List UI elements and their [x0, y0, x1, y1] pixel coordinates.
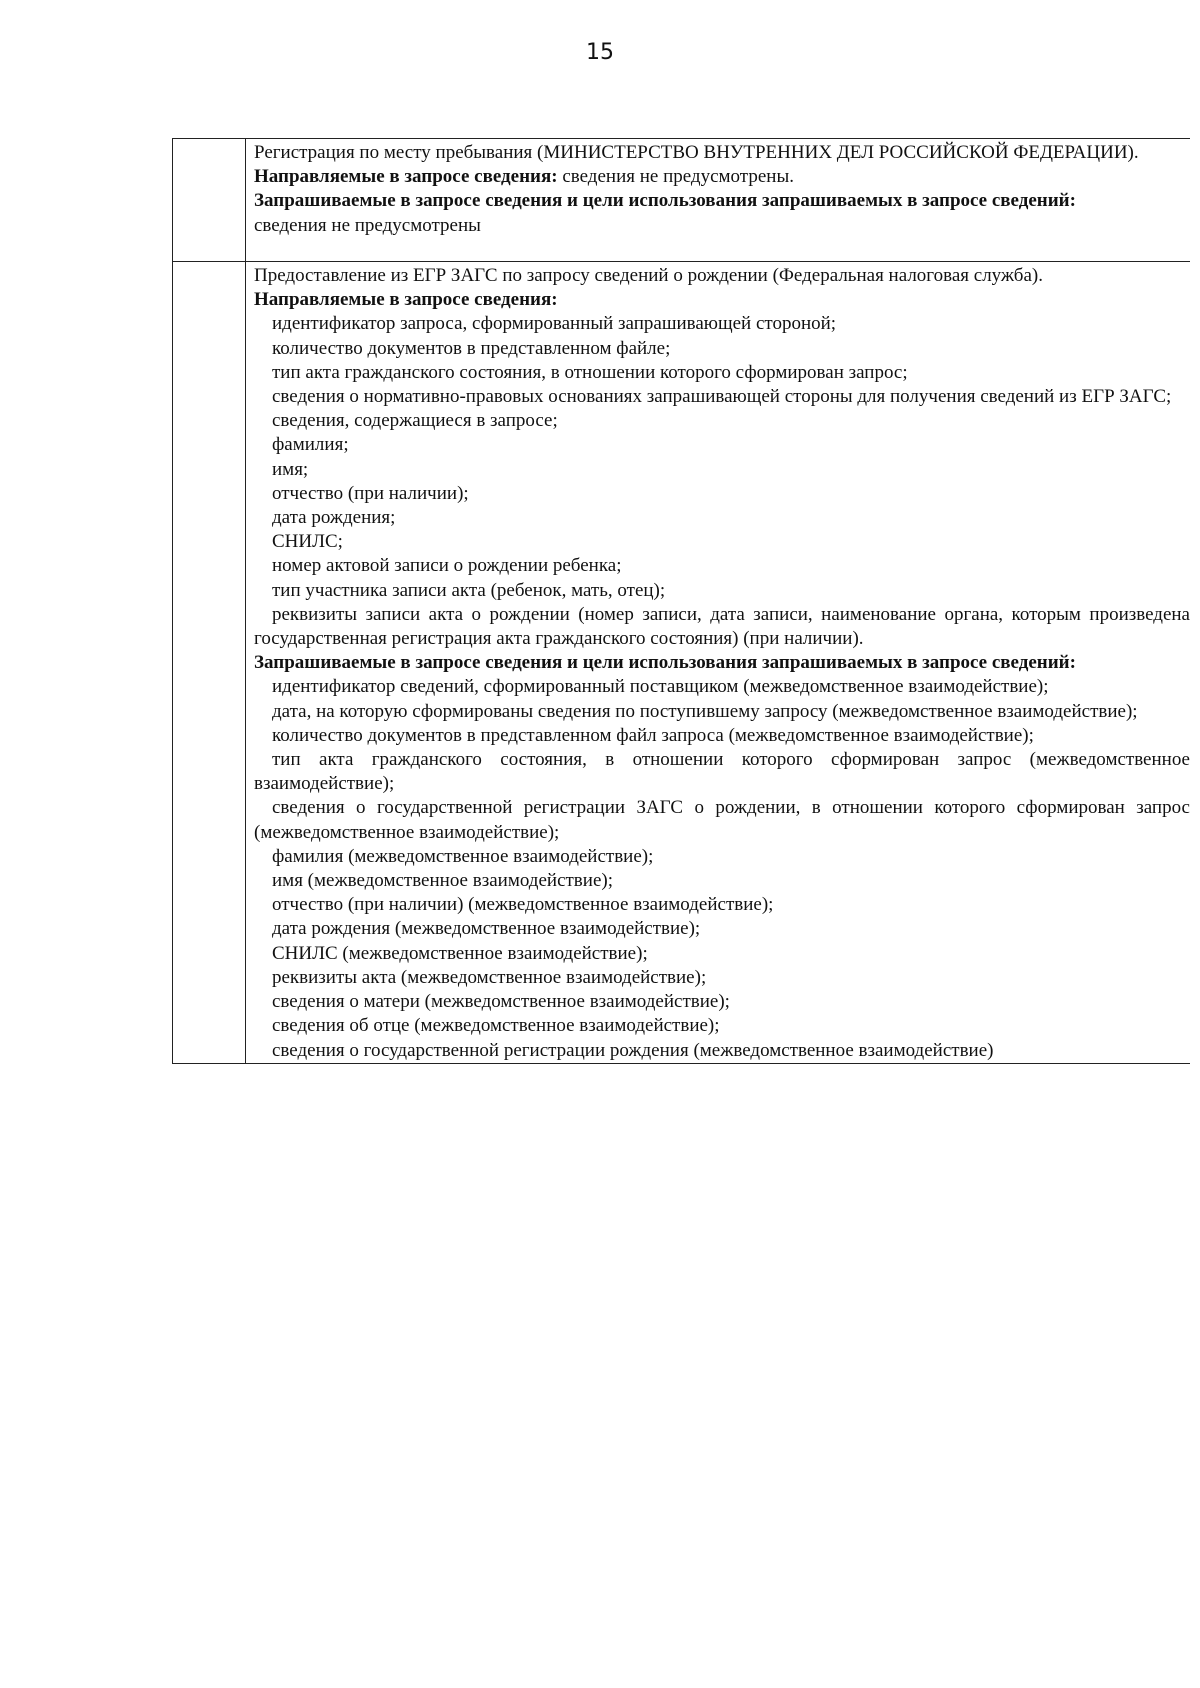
list-item: количество документов в представленном файле; — [272, 337, 671, 359]
list-item: тип акта гражданского состояния, в отношении которого сформирован запрос; — [272, 361, 908, 383]
list-item: имя (межведомственное взаимодействие); — [272, 870, 613, 892]
list-item: дата рождения; — [272, 507, 396, 529]
list-item: отчество (при наличии); — [272, 482, 469, 504]
list-item: СНИЛС; — [272, 531, 343, 553]
list-item: номер актовой записи о рождении ребенка; — [272, 555, 622, 577]
sent-header: Направляемые в запросе сведения: — [254, 289, 558, 311]
list-item: тип акта гражданского состояния, в отношении которого сформирован запрос (межведомственное взаимодействие); — [254, 749, 1190, 795]
list-item: реквизиты записи акта о рождении (номер записи, дата записи, наименование органа, которым произведена государственная регистрация акта гражданского состояния) (при наличии). — [254, 603, 1190, 650]
list-item: идентификатор запроса, сформированный запрашивающей стороной; — [272, 313, 837, 335]
service-title: Предоставление из ЕГР ЗАГС по запросу сведений о рождении (Федеральная налоговая служба). — [254, 265, 1043, 286]
list-item: дата, на которую сформированы сведения по поступившему запросу (межведомственное взаимодействие); — [272, 700, 1138, 722]
list-item: идентификатор сведений, сформированный поставщиком (межведомственное взаимодействие); — [272, 676, 1049, 698]
sent-info-line — [254, 165, 1190, 189]
list-item: сведения, содержащиеся в запросе; — [272, 410, 558, 432]
table-row — [173, 139, 1191, 262]
row-number-cell — [173, 139, 246, 262]
list-item: сведения о матери (межведомственное взаимодействие); — [272, 991, 730, 1013]
list-item: количество документов в представленном файл запроса (межведомственное взаимодействие); — [272, 724, 1034, 746]
list-item: дата рождения (межведомственное взаимодействие); — [272, 918, 701, 940]
sent-info-text: сведения не предусмотрены. — [557, 166, 794, 188]
row-content-cell — [246, 262, 1191, 1064]
table-row — [173, 262, 1191, 1064]
sent-info-label: Направляемые в запросе сведения: — [254, 166, 558, 188]
list-item: реквизиты акта (межведомственное взаимодействие); — [272, 966, 707, 988]
list-item: отчество (при наличии) (межведомственное взаимодействие); — [272, 894, 774, 916]
list-item: тип участника записи акта (ребенок, мать, отец); — [272, 579, 666, 601]
row-content-cell — [246, 139, 1191, 262]
requested-info-line — [254, 189, 1190, 237]
row-number-cell — [173, 262, 246, 1064]
list-item: сведения о государственной регистрации ЗАГС о рождении, в отношении которого сформирован запрос (межведомственное взаимодействие); — [254, 797, 1190, 843]
requested-info-label: Запрашиваемые в запросе сведения и цели использования запрашиваемых в запросе сведений: — [254, 190, 1076, 212]
requested-header: Запрашиваемые в запросе сведения и цели использования запрашиваемых в запросе сведений: — [254, 652, 1076, 674]
list-item: сведения о нормативно-правовых основаниях запрашивающей стороны для получения сведений из ЕГР ЗАГС; — [272, 386, 1172, 408]
list-item: фамилия (межведомственное взаимодействие); — [272, 845, 654, 867]
list-item: сведения о государственной регистрации рождения (межведомственное взаимодействие) — [272, 1039, 994, 1061]
service-title: Регистрация по месту пребывания (МИНИСТЕРСТВО ВНУТРЕННИХ ДЕЛ РОССИЙСКОЙ ФЕДЕРАЦИИ). — [254, 142, 1139, 163]
list-item: фамилия; — [272, 434, 349, 456]
page-number: 15 — [586, 40, 614, 65]
list-item: имя; — [272, 458, 309, 480]
list-item: сведения об отце (межведомственное взаимодействие); — [272, 1015, 720, 1037]
requested-info-text: сведения не предусмотрены — [254, 214, 481, 236]
data-table — [172, 138, 1190, 1064]
list-item: СНИЛС (межведомственное взаимодействие); — [272, 942, 648, 964]
